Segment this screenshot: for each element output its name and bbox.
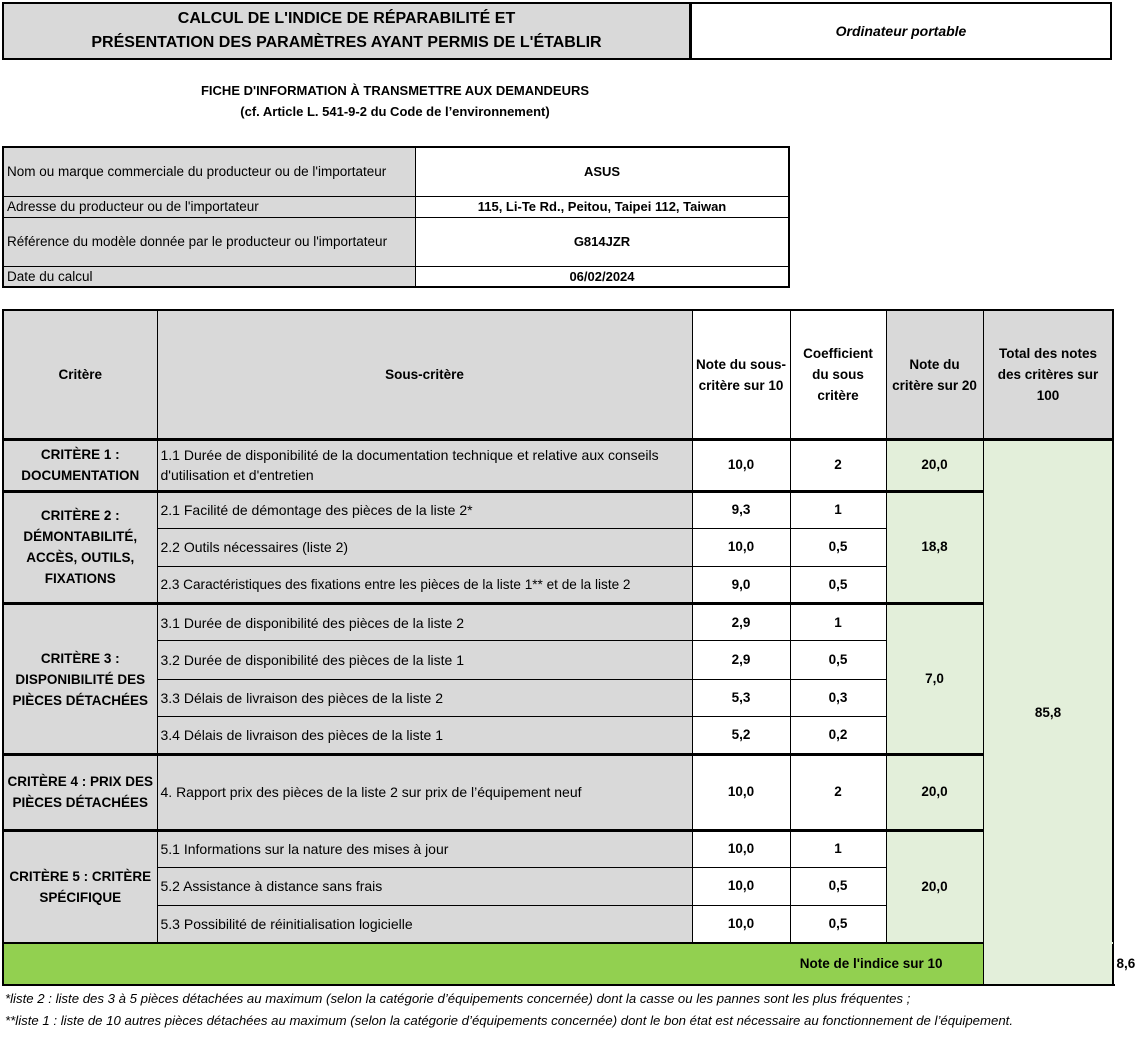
sub-criterion-label: 2.3 Caractéristiques des fixations entre les pièces de la liste 1** et de la liste 2 xyxy=(157,567,692,604)
sub-criterion-label: 5.2 Assistance à distance sans frais xyxy=(157,867,692,905)
sub-criterion-label: 3.4 Délais de livraison des pièces de la liste 1 xyxy=(157,716,692,754)
sub-criterion-note: 9,0 xyxy=(692,567,790,604)
criterion-score: 7,0 xyxy=(886,604,983,755)
sub-criterion-coef: 1 xyxy=(790,830,886,867)
sub-criterion-label: 3.1 Durée de disponibilité des pièces de la liste 2 xyxy=(157,604,692,641)
header-critere: Critère xyxy=(3,310,157,440)
sub-criterion-label: 4. Rapport prix des pièces de la liste 2 sur prix de l’équipement neuf xyxy=(157,755,692,830)
sub-criterion-note: 2,9 xyxy=(692,604,790,641)
info-label: Nom ou marque commerciale du producteur ou de l'importateur xyxy=(3,147,416,196)
header-sous-critere: Sous-critère xyxy=(157,310,692,440)
sub-criterion-note: 10,0 xyxy=(692,867,790,905)
sub-criterion-coef: 0,3 xyxy=(790,679,886,716)
criterion-name: CRITÈRE 4 : PRIX DES PIÈCES DÉTACHÉES xyxy=(3,755,157,830)
info-label: Adresse du producteur ou de l'importateur xyxy=(3,196,416,217)
repairability-table xyxy=(2,309,1135,986)
sub-criterion-coef: 0,5 xyxy=(790,641,886,679)
sub-criterion-note: 5,2 xyxy=(692,716,790,754)
sub-criterion-label: 3.3 Délais de livraison des pièces de la liste 2 xyxy=(157,679,692,716)
info-row xyxy=(3,266,789,287)
sub-criterion-note: 10,0 xyxy=(692,440,790,491)
criterion-score: 18,8 xyxy=(886,491,983,604)
product-category: Ordinateur portable xyxy=(690,2,1112,60)
sub-criterion-note: 10,0 xyxy=(692,905,790,942)
info-row xyxy=(3,196,789,217)
criterion-name: CRITÈRE 2 : DÉMONTABILITÉ, ACCÈS, OUTILS, FIXATIONS xyxy=(3,491,157,604)
producer-info-table xyxy=(2,146,790,288)
info-row xyxy=(3,217,789,266)
sub-criterion-coef: 0,5 xyxy=(790,528,886,566)
fiche-line-1: FICHE D'INFORMATION À TRANSMETTRE AUX DEMANDEURS xyxy=(200,83,590,98)
table-row xyxy=(3,755,1113,830)
sub-criterion-coef: 2 xyxy=(790,440,886,491)
fiche-heading xyxy=(0,80,790,122)
header-note-critere: Note du critère sur 20 xyxy=(886,310,983,440)
table-row xyxy=(3,491,1113,528)
fiche-line-2: (cf. Article L. 541-9-2 du Code de l’environnement) xyxy=(240,104,550,119)
sub-criterion-label: 5.3 Possibilité de réinitialisation logicielle xyxy=(157,905,692,942)
sub-criterion-label: 3.2 Durée de disponibilité des pièces de la liste 1 xyxy=(157,641,692,679)
criterion-score: 20,0 xyxy=(886,440,983,491)
criterion-score: 20,0 xyxy=(886,755,983,830)
criterion-name: CRITÈRE 5 : CRITÈRE SPÉCIFIQUE xyxy=(3,830,157,943)
info-label: Référence du modèle donnée par le producteur ou l'importateur xyxy=(3,217,416,266)
sub-criterion-note: 10,0 xyxy=(692,528,790,566)
criterion-name: CRITÈRE 1 : DOCUMENTATION xyxy=(3,440,157,491)
footnotes xyxy=(5,988,1110,1031)
sub-criterion-coef: 0,5 xyxy=(790,905,886,942)
sub-criterion-label: 2.1 Facilité de démontage des pièces de la liste 2* xyxy=(157,491,692,528)
info-value: ASUS xyxy=(416,147,790,196)
sub-criterion-coef: 0,2 xyxy=(790,716,886,754)
info-value: 115, Li-Te Rd., Peitou, Taipei 112, Taiwan xyxy=(416,196,790,217)
sub-criterion-note: 9,3 xyxy=(692,491,790,528)
sub-criterion-coef: 2 xyxy=(790,755,886,830)
sub-criterion-label: 5.1 Informations sur la nature des mises à jour xyxy=(157,830,692,867)
criterion-name: CRITÈRE 3 : DISPONIBILITÉ DES PIÈCES DÉTACHÉES xyxy=(3,604,157,755)
sub-criterion-note: 5,3 xyxy=(692,679,790,716)
header-coefficient: Coefficient du sous critère xyxy=(790,310,886,440)
title-line-1: CALCUL DE L'INDICE DE RÉPARABILITÉ ET xyxy=(177,10,516,27)
index-row: Note de l'indice sur 10 8,6 xyxy=(3,943,1113,985)
document-title xyxy=(2,2,691,60)
sub-criterion-label: 1.1 Durée de disponibilité de la documentation technique et relative aux conseils d'utilisation et d'entretien xyxy=(157,440,692,491)
sub-criterion-label: 2.2 Outils nécessaires (liste 2) xyxy=(157,528,692,566)
table-row xyxy=(3,830,1113,867)
header-note-sous-critere: Note du sous-critère sur 10 xyxy=(692,310,790,440)
sub-criterion-coef: 0,5 xyxy=(790,867,886,905)
title-line-2: PRÉSENTATION DES PARAMÈTRES AYANT PERMIS DE L'ÉTABLIR xyxy=(91,34,602,51)
info-label: Date du calcul xyxy=(3,266,416,287)
header-total: Total des notes des critères sur 100 xyxy=(983,310,1113,440)
criterion-score: 20,0 xyxy=(886,830,983,943)
info-value: G814JZR xyxy=(416,217,790,266)
total-score: 85,8 xyxy=(983,440,1113,985)
sub-criterion-note: 2,9 xyxy=(692,641,790,679)
footnote-liste-1: **liste 1 : liste de 10 autres pièces détachées au maximum (selon la catégorie d’équipements concernée) dont le bon état est nécessaire au fonctionnement de l’équipement. xyxy=(5,1012,1013,1028)
info-row xyxy=(3,147,789,196)
sub-criterion-note: 10,0 xyxy=(692,830,790,867)
index-label: Note de l'indice sur 10 xyxy=(3,943,983,985)
table-row xyxy=(3,604,1113,641)
sub-criterion-coef: 1 xyxy=(790,604,886,641)
info-value: 06/02/2024 xyxy=(416,266,790,287)
table-row xyxy=(3,440,1113,491)
sub-criterion-coef: 1 xyxy=(790,491,886,528)
footnote-liste-2: *liste 2 : liste des 3 à 5 pièces détachées au maximum (selon la catégorie d’équipements concernée) dont la casse ou les pannes sont les plus fréquentes ; xyxy=(5,991,911,1006)
sub-criterion-coef: 0,5 xyxy=(790,567,886,604)
table-header-row xyxy=(3,310,1113,440)
sub-criterion-note: 10,0 xyxy=(692,755,790,830)
